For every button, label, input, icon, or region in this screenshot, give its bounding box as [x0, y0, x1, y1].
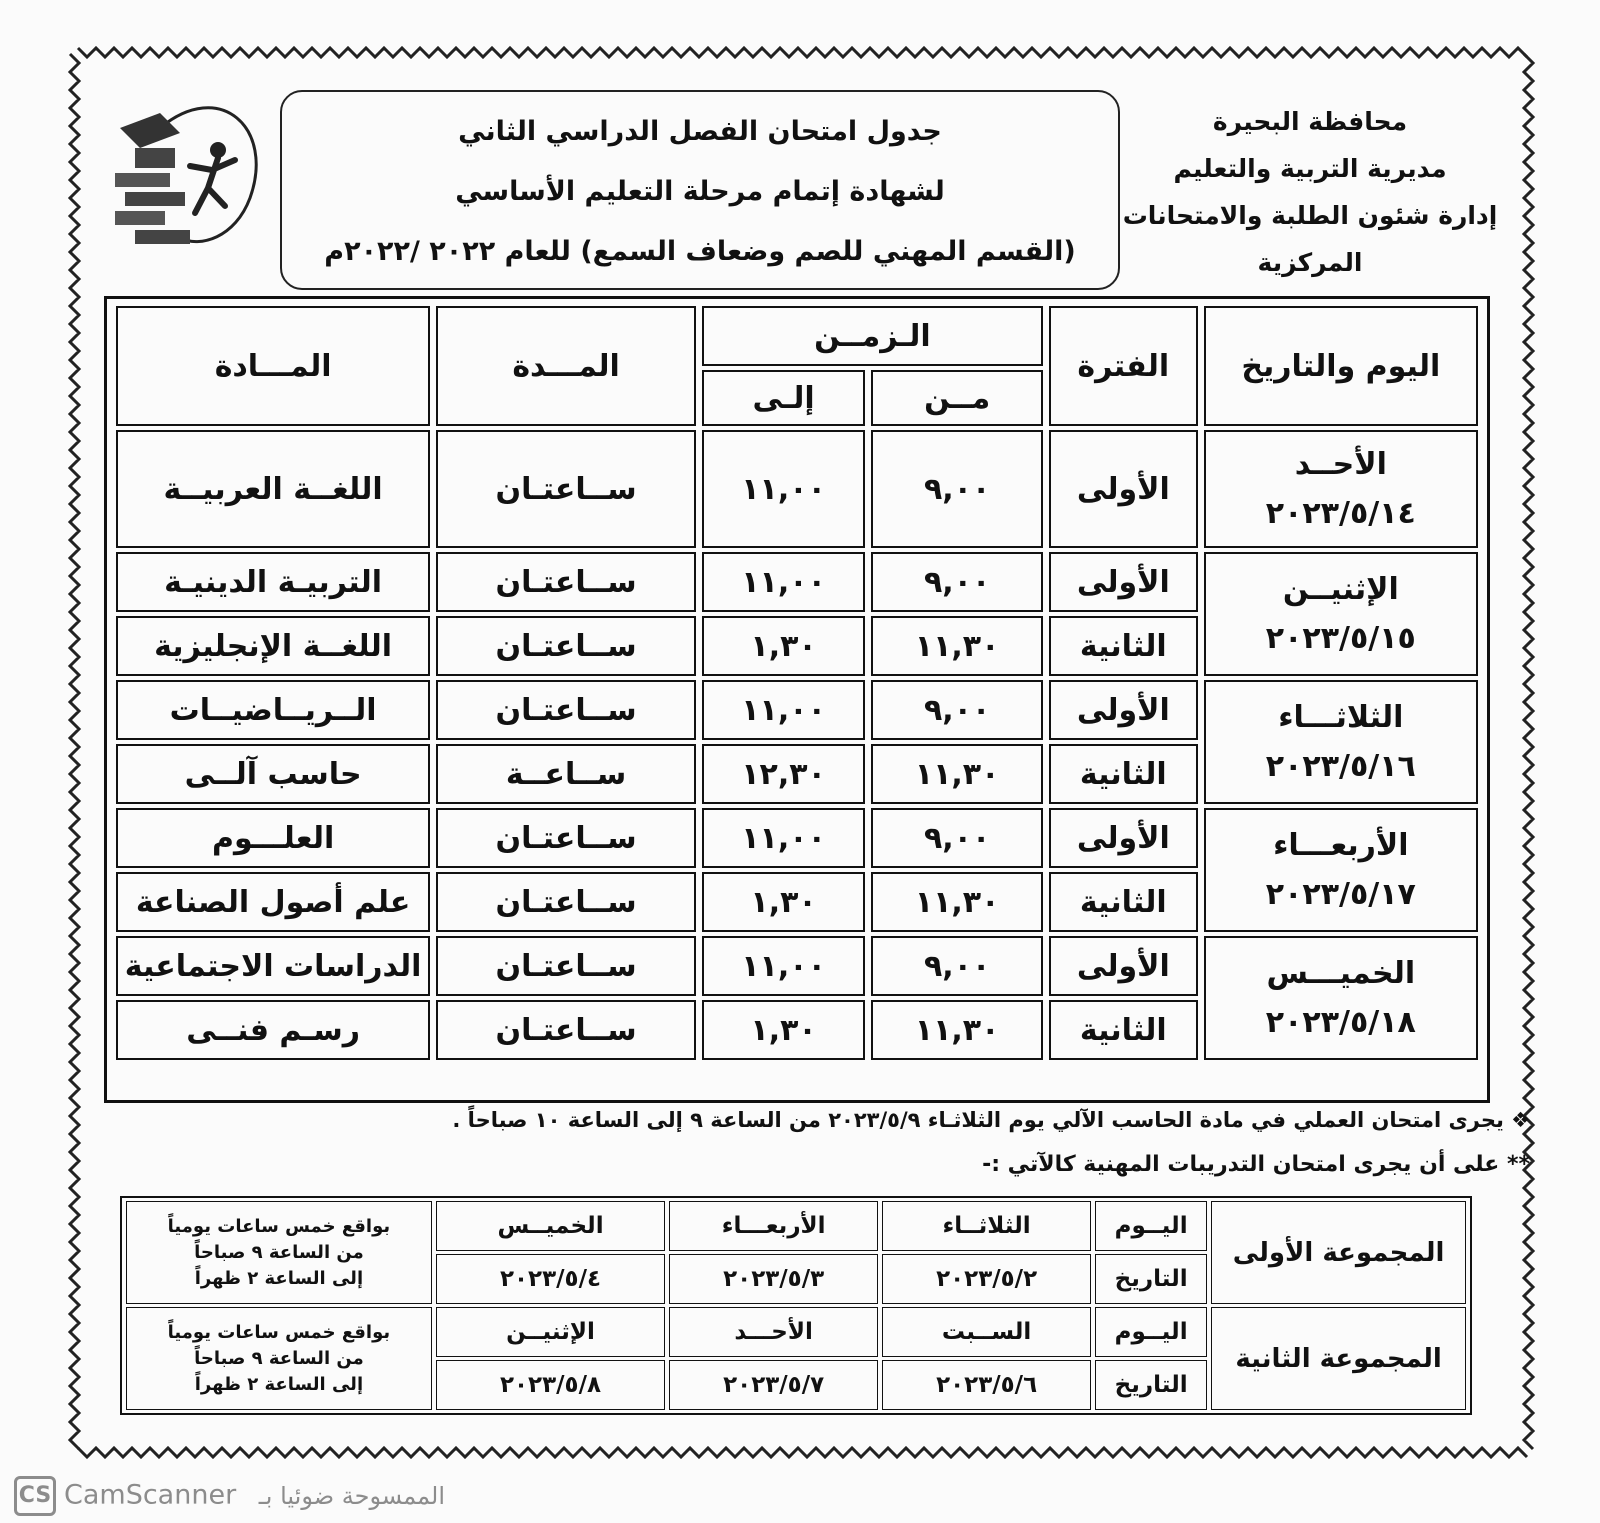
header-from: مــن: [871, 370, 1043, 426]
to-time-cell: ١١,٠٠: [702, 936, 865, 996]
duration-cell: ســاعتـان: [436, 616, 696, 676]
department-name-cont: المركزية: [1257, 248, 1363, 277]
training-date: ٢٠٢٣/٥/٣: [669, 1254, 878, 1304]
period-cell: الأولى: [1049, 430, 1198, 548]
label-day: اليــوم: [1095, 1201, 1207, 1251]
from-time-cell: ٩,٠٠: [871, 552, 1043, 612]
subject-cell: التربيـة الدينيـة: [116, 552, 430, 612]
camscanner-logo-icon: CS: [14, 1476, 56, 1516]
to-time-cell: ١٢,٣٠: [702, 744, 865, 804]
from-time-cell: ٩,٠٠: [871, 430, 1043, 548]
period-cell: الثانية: [1049, 616, 1198, 676]
to-time-cell: ١١,٠٠: [702, 552, 865, 612]
title-box: [280, 90, 1120, 290]
day-name: الأربعـــاء: [1273, 828, 1409, 863]
group-name: المجموعة الثانية: [1211, 1307, 1466, 1410]
camscanner-brand: CamScanner: [64, 1479, 237, 1511]
subject-cell: الدراسات الاجتماعية: [116, 936, 430, 996]
duration-cell: ســاعتـان: [436, 872, 696, 932]
notes-block: [452, 1108, 1530, 1177]
training-day: الأربعـــاء: [669, 1201, 878, 1251]
duration-cell: ســاعتـان: [436, 430, 696, 548]
training-day: الأحـــد: [669, 1307, 878, 1357]
duration-cell: ســاعتـان: [436, 808, 696, 868]
training-date: ٢٠٢٣/٥/٤: [436, 1254, 665, 1304]
header-day-date: اليوم والتاريخ: [1204, 306, 1478, 426]
training-day: الســبت: [882, 1307, 1091, 1357]
exam-schedule-table: [110, 302, 1484, 1064]
page-subtitle: لشهادة إتمام مرحلة التعليم الأساسي: [455, 176, 945, 207]
from-time-cell: ١١,٣٠: [871, 616, 1043, 676]
to-time-cell: ١١,٠٠: [702, 680, 865, 740]
duration-cell: ســاعــة: [436, 744, 696, 804]
group-name: المجموعة الأولى: [1211, 1201, 1466, 1304]
camscanner-arabic: الممسوحة ضوئيا بـ: [258, 1481, 445, 1510]
period-cell: الثانية: [1049, 872, 1198, 932]
subject-cell: اللغــة العربيــة: [116, 430, 430, 548]
directorate-name: مديرية التربية والتعليم: [1173, 154, 1447, 183]
training-day: الثلاثــاء: [882, 1201, 1091, 1251]
training-hours-line: بواقع خمس ساعات يومياً: [167, 1321, 391, 1343]
duration-cell: ســاعتـان: [436, 936, 696, 996]
day-name: الخميـــس: [1266, 956, 1416, 991]
page-title: جدول امتحان الفصل الدراسي الثاني: [458, 116, 942, 147]
training-hours-line: من الساعة ٩ صباحاً: [194, 1241, 364, 1263]
day-cell: [1204, 808, 1478, 932]
training-schedule-table: [120, 1196, 1472, 1415]
subject-cell: اللغــة الإنجليزية: [116, 616, 430, 676]
header-duration: المـــدة: [436, 306, 696, 426]
from-time-cell: ١١,٣٠: [871, 1000, 1043, 1060]
training-day: الخميــس: [436, 1201, 665, 1251]
header-period: الفترة: [1049, 306, 1198, 426]
training-date: ٢٠٢٣/٥/٨: [436, 1360, 665, 1410]
exam-date: ٢٠٢٣/٥/١٨: [1265, 1005, 1416, 1040]
exam-date: ٢٠٢٣/٥/١٥: [1265, 621, 1416, 656]
period-cell: الثانية: [1049, 1000, 1198, 1060]
period-cell: الأولى: [1049, 680, 1198, 740]
authority-block: [1120, 98, 1500, 286]
practical-exam-note: ❖ يجرى امتحان العملي في مادة الحاسب الآلي يوم الثلاثـاء ٢٠٢٣/٥/٩ من الساعة ٩ إلى الساعة ١٠ صباحاً .: [452, 1108, 1530, 1132]
exam-date: ٢٠٢٣/٥/١٤: [1265, 496, 1416, 531]
subject-cell: رسـم فنــى: [116, 1000, 430, 1060]
day-name: الثلاثـــاء: [1278, 700, 1404, 735]
department-name: إدارة شئون الطلبة والامتحانات: [1122, 201, 1498, 230]
label-date: التاريخ: [1095, 1254, 1207, 1304]
subject-cell: الــريــاضيــات: [116, 680, 430, 740]
to-time-cell: ١١,٠٠: [702, 430, 865, 548]
subject-cell: حاسب آلــى: [116, 744, 430, 804]
page-subtitle-year: (القسم المهني للصم وضعاف السمع) للعام ٢٠٢٢ /٢٠٢٢م: [324, 236, 1076, 267]
day-name: الإثنيــن: [1282, 572, 1399, 607]
duration-cell: ســاعتـان: [436, 1000, 696, 1060]
from-time-cell: ١١,٣٠: [871, 744, 1043, 804]
training-day: الإثنيــن: [436, 1307, 665, 1357]
period-cell: الثانية: [1049, 744, 1198, 804]
exam-date: ٢٠٢٣/٥/١٦: [1265, 749, 1416, 784]
from-time-cell: ٩,٠٠: [871, 680, 1043, 740]
header-to: إلـى: [702, 370, 865, 426]
training-date: ٢٠٢٣/٥/٢: [882, 1254, 1091, 1304]
day-name: الأحــد: [1294, 447, 1387, 482]
to-time-cell: ١,٣٠: [702, 872, 865, 932]
training-hours-line: بواقع خمس ساعات يومياً: [167, 1215, 391, 1237]
training-hours-line: إلى الساعة ٢ ظهراً: [194, 1373, 364, 1395]
governorate-name: محافظة البحيرة: [1212, 107, 1408, 136]
from-time-cell: ١١,٣٠: [871, 872, 1043, 932]
label-date: التاريخ: [1095, 1360, 1207, 1410]
training-hours: [126, 1307, 432, 1410]
day-cell: [1204, 936, 1478, 1060]
day-cell: [1204, 552, 1478, 676]
training-exam-note: ** على أن يجرى امتحان التدريبات المهنية كالآتي :-: [982, 1152, 1530, 1177]
training-hours: [126, 1201, 432, 1304]
training-hours-line: إلى الساعة ٢ ظهراً: [194, 1267, 364, 1289]
subject-cell: علم أصول الصناعة: [116, 872, 430, 932]
period-cell: الأولى: [1049, 552, 1198, 612]
training-date: ٢٠٢٣/٥/٦: [882, 1360, 1091, 1410]
from-time-cell: ٩,٠٠: [871, 936, 1043, 996]
day-cell: [1204, 430, 1478, 548]
label-day: اليــوم: [1095, 1307, 1207, 1357]
training-date: ٢٠٢٣/٥/٧: [669, 1360, 878, 1410]
subject-cell: العلـــوم: [116, 808, 430, 868]
training-hours-line: من الساعة ٩ صباحاً: [194, 1347, 364, 1369]
period-cell: الأولى: [1049, 936, 1198, 996]
header-time: الـزمــن: [702, 306, 1043, 366]
day-cell: [1204, 680, 1478, 804]
duration-cell: ســاعتـان: [436, 680, 696, 740]
header-subject: المـــادة: [116, 306, 430, 426]
camscanner-watermark: [14, 1476, 445, 1516]
period-cell: الأولى: [1049, 808, 1198, 868]
to-time-cell: ١١,٠٠: [702, 808, 865, 868]
to-time-cell: ١,٣٠: [702, 1000, 865, 1060]
exam-date: ٢٠٢٣/٥/١٧: [1265, 877, 1416, 912]
duration-cell: ســاعتـان: [436, 552, 696, 612]
ministry-logo-icon: [100, 88, 270, 263]
to-time-cell: ١,٣٠: [702, 616, 865, 676]
from-time-cell: ٩,٠٠: [871, 808, 1043, 868]
